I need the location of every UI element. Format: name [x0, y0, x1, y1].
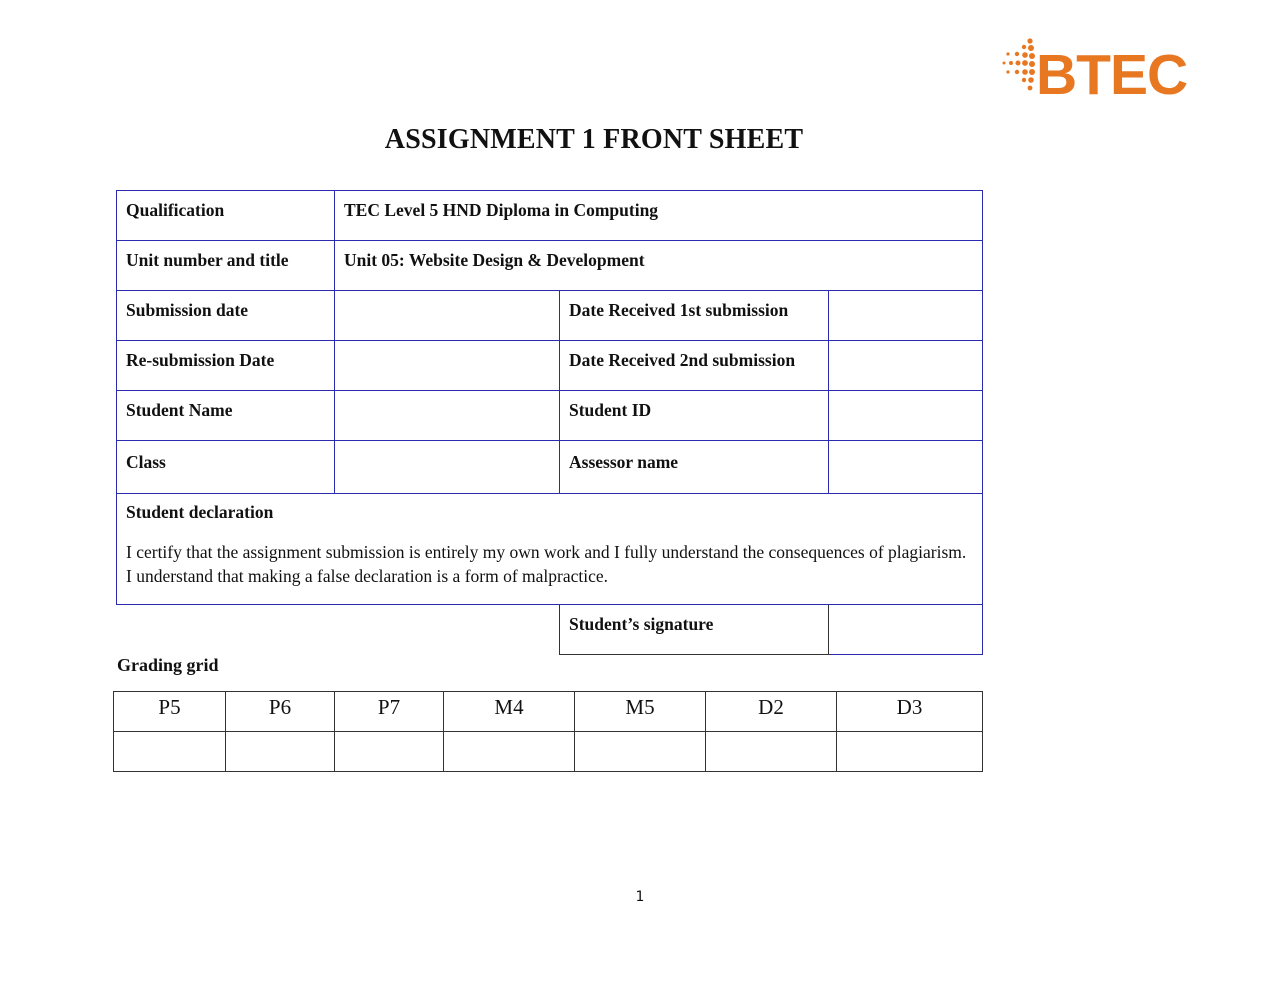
declaration-text: I certify that the assignment submission is entirely my own work and I fully understand the consequences of plagiarism. I understand that making a false declaration is a form of malpractice. — [126, 542, 967, 586]
grading-header-row — [114, 692, 983, 732]
date-received-1-label: Date Received 1st submission — [560, 291, 829, 341]
grade-criterion-m5: M5 — [575, 692, 706, 732]
page-number: 1 — [635, 889, 645, 905]
student-id-label: Student ID — [560, 391, 829, 441]
submission-row — [117, 291, 983, 341]
signature-spacer — [117, 605, 560, 655]
page-title: ASSIGNMENT 1 FRONT SHEET — [384, 124, 804, 155]
qualification-label: Qualification — [117, 191, 335, 241]
qualification-value: TEC Level 5 HND Diploma in Computing — [335, 191, 983, 241]
class-row — [117, 441, 983, 494]
class-field[interactable] — [335, 441, 560, 494]
student-id-field[interactable] — [829, 391, 983, 441]
resubmission-date-label: Re-submission Date — [117, 341, 335, 391]
date-received-1-field[interactable] — [829, 291, 983, 341]
date-received-2-field[interactable] — [829, 341, 983, 391]
assessor-name-field[interactable] — [829, 441, 983, 494]
signature-field[interactable] — [829, 605, 983, 655]
grade-criterion-p7: P7 — [335, 692, 444, 732]
class-label: Class — [117, 441, 335, 494]
dot-pattern-icon — [1003, 38, 1036, 90]
student-row — [117, 391, 983, 441]
resubmission-date-field[interactable] — [335, 341, 560, 391]
submission-date-label: Submission date — [117, 291, 335, 341]
unit-value: Unit 05: Website Design & Development — [335, 241, 983, 291]
student-name-label: Student Name — [117, 391, 335, 441]
grading-value-row — [114, 732, 983, 772]
student-name-field[interactable] — [335, 391, 560, 441]
front-sheet-table — [116, 190, 983, 655]
signature-row — [117, 605, 983, 655]
btec-logo — [1000, 36, 1196, 98]
btec-logo-graphic — [1000, 36, 1196, 98]
submission-date-field[interactable] — [335, 291, 560, 341]
grade-value-d3[interactable] — [837, 732, 983, 772]
grade-criterion-m4: M4 — [444, 692, 575, 732]
grade-value-p5[interactable] — [114, 732, 226, 772]
grade-value-p7[interactable] — [335, 732, 444, 772]
grading-grid-label: Grading grid — [117, 655, 219, 675]
declaration-heading: Student declaration — [126, 502, 274, 522]
declaration-row — [117, 494, 983, 605]
assessor-name-label: Assessor name — [560, 441, 829, 494]
grading-grid-table — [113, 691, 983, 772]
grade-value-m4[interactable] — [444, 732, 575, 772]
unit-row — [117, 241, 983, 291]
declaration-cell — [117, 494, 983, 605]
grade-value-p6[interactable] — [226, 732, 335, 772]
grade-value-d2[interactable] — [706, 732, 837, 772]
grade-value-m5[interactable] — [575, 732, 706, 772]
signature-label: Student’s signature — [560, 605, 829, 655]
logo-text: BTEC — [1036, 43, 1188, 98]
date-received-2-label: Date Received 2nd submission — [560, 341, 829, 391]
resubmission-row — [117, 341, 983, 391]
grade-criterion-d3: D3 — [837, 692, 983, 732]
grade-criterion-d2: D2 — [706, 692, 837, 732]
unit-label: Unit number and title — [117, 241, 335, 291]
qualification-row — [117, 191, 983, 241]
grade-criterion-p5: P5 — [114, 692, 226, 732]
grade-criterion-p6: P6 — [226, 692, 335, 732]
